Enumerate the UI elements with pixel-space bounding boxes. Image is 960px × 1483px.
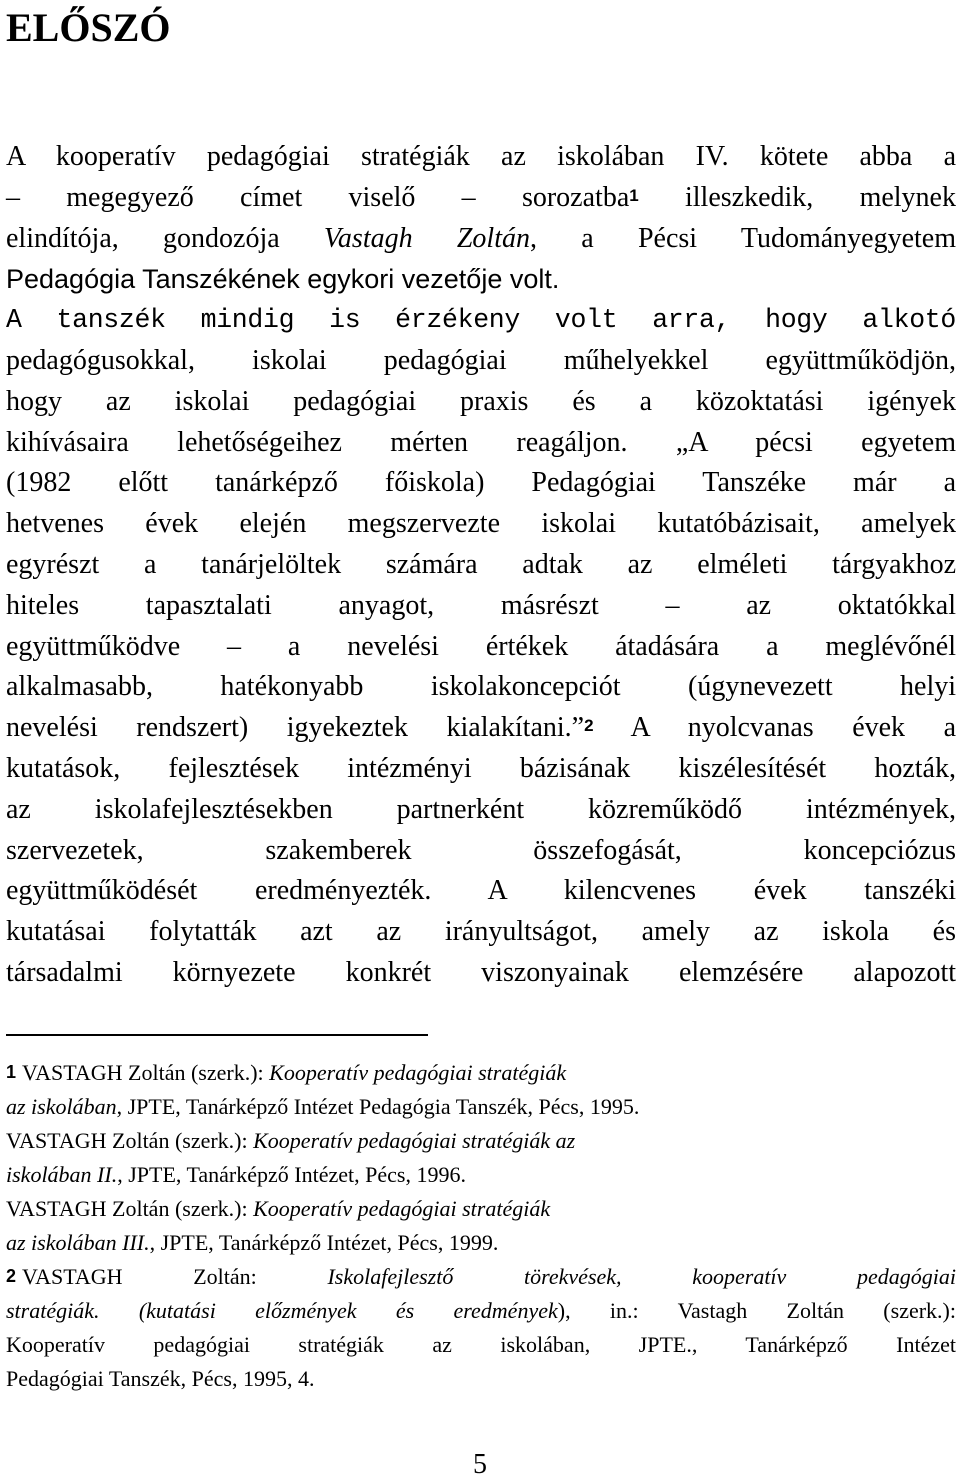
text-run: kutatások, fejlesztések intézményi bázisának kiszélesítését hozták, — [6, 752, 956, 784]
footnote-line — [6, 1226, 956, 1260]
footnotes — [6, 1056, 956, 1396]
italic-text: Kooperatív pedagógiai stratégiák — [253, 1196, 551, 1221]
footnote-line — [6, 1260, 956, 1294]
text-run: Pedagógiai Tanszék, Pécs, 1995, 4. — [6, 1366, 315, 1391]
text-run: , a Pécsi Tudományegyetem — [530, 222, 956, 254]
text-run: alkalmasabb, hatékonyabb iskolakoncepciót (úgynevezett helyi — [6, 671, 956, 703]
paragraph-line — [6, 831, 956, 872]
text-run: együttműködését eredményezték. A kilencvenes évek tanszéki — [6, 875, 956, 907]
page-number: 5 — [473, 1449, 487, 1480]
footnote-line — [6, 1056, 956, 1090]
text-run: A kooperatív pedagógiai stratégiák az iskolában IV. kötete abba a — [6, 141, 956, 172]
italic-text: Iskolafejlesztő törekvések, kooperatív pedagógiai — [327, 1264, 956, 1289]
page-title: ELŐSZÓ — [6, 5, 171, 50]
paragraph-line — [6, 300, 956, 341]
text-run: Kooperatív pedagógiai stratégiák az iskolában, JPTE., Tanárképző Intézet — [6, 1332, 956, 1357]
paragraph-line — [6, 627, 956, 668]
italic-text: iskolában II. — [6, 1162, 118, 1187]
text-run: , JPTE, Tanárképző Intézet Pedagógia Tanszék, Pécs, 1995. — [116, 1094, 640, 1119]
paragraph-line — [6, 790, 956, 831]
footnote-reference: 2 — [584, 716, 594, 736]
text-run: egyrészt a tanárjelöltek számára adtak az elméleti tárgyakhoz — [6, 548, 956, 580]
paragraph-line — [6, 953, 956, 994]
italic-text: az iskolában — [6, 1094, 117, 1119]
text-run: hetvenes évek elején megszervezte iskolai kutatóbázisait, amelyek — [6, 508, 956, 540]
footnote-line — [6, 1192, 956, 1226]
footnote-separator — [6, 1034, 428, 1036]
paragraph-line — [6, 341, 956, 382]
italic-text: az iskolában III. — [6, 1230, 150, 1255]
text-run: ), in.: Vastagh Zoltán (szerk.): — [557, 1298, 956, 1323]
text-run: A tanszék mindig is érzékeny volt arra, hogy alkotó — [6, 305, 956, 336]
paragraph-line — [6, 667, 956, 708]
footnote-line — [6, 1158, 956, 1192]
paragraph-line — [6, 463, 956, 504]
text-run: VASTAGH Zoltán (szerk.): — [6, 1196, 254, 1221]
text-run: szervezetek, szakemberek összefogását, koncepciózus — [6, 834, 956, 866]
text-run: hogy az iskolai pedagógiai praxis és a közoktatási igények — [6, 385, 956, 417]
footnote-number: 2 — [6, 1266, 17, 1286]
paragraph-line — [6, 912, 956, 953]
paragraph-line — [6, 545, 956, 586]
text-run: nevelési rendszert) igyekeztek kialakítani.” — [6, 712, 585, 744]
paragraph-line — [6, 871, 956, 912]
footnote-line — [6, 1328, 956, 1362]
footnote-number: 1 — [6, 1062, 17, 1082]
text-run: illeszkedik, melynek — [638, 181, 956, 213]
text-run: , JPTE, Tanárképző Intézet, Pécs, 1999. — [149, 1230, 499, 1255]
text-run: hiteles tapasztalati anyagot, másrészt – az oktatókkal — [6, 589, 956, 621]
text-run: – megegyező címet viselő – sorozatba — [6, 181, 630, 213]
italic-text: Vastagh Zoltán — [323, 222, 530, 254]
paragraph-line — [6, 586, 956, 627]
footnote-line — [6, 1294, 956, 1328]
paragraph-line — [6, 749, 956, 790]
paragraph-line — [6, 423, 956, 464]
text-run: , JPTE, Tanárképző Intézet, Pécs, 1996. — [117, 1162, 466, 1187]
text-run: VASTAGH Zoltán: — [22, 1264, 328, 1289]
text-run: társadalmi környezete konkrét viszonyainak elemzésére alapozott — [6, 956, 956, 988]
paragraph-line — [6, 219, 956, 260]
footnote-line — [6, 1362, 956, 1396]
body-paragraph — [6, 137, 956, 994]
paragraph-line — [6, 708, 956, 749]
text-run: Pedagógia Tanszékének egykori vezetője volt. — [6, 264, 560, 295]
text-run: kihívásaira lehetőségeihez mérten reagáljon. „A pécsi egyetem — [6, 426, 956, 458]
text-run: A nyolcvanas évek a — [593, 712, 956, 744]
italic-text: Kooperatív pedagógiai stratégiák — [269, 1060, 567, 1085]
italic-text: stratégiák. (kutatási előzmények és eredmények — [6, 1298, 558, 1323]
paragraph-line — [6, 504, 956, 545]
footnote-line — [6, 1090, 956, 1124]
paragraph-line — [6, 137, 956, 178]
text-run: VASTAGH Zoltán (szerk.): — [6, 1128, 254, 1153]
paragraph-line — [6, 382, 956, 423]
text-run: VASTAGH Zoltán (szerk.): — [22, 1060, 270, 1085]
paragraph-line — [6, 259, 956, 300]
footnote-reference: 1 — [629, 185, 639, 205]
footnote-line — [6, 1124, 956, 1158]
text-run: az iskolafejlesztésekben partnerként közreműködő intézmények, — [6, 793, 956, 825]
italic-text: Kooperatív pedagógiai stratégiák az — [253, 1128, 576, 1153]
paragraph-line — [6, 178, 956, 219]
text-run: együttműködve – a nevelési értékek átadására a meglévőnél — [6, 630, 956, 662]
text-run: kutatásai folytatták azt az irányultságot, amely az iskola és — [6, 916, 956, 948]
text-run: pedagógusokkal, iskolai pedagógiai műhelyekkel együttműködjön, — [6, 344, 956, 376]
text-run: elindítója, gondozója — [6, 222, 324, 254]
text-run: (1982 előtt tanárképző főiskola) Pedagógiai Tanszéke már a — [6, 467, 956, 499]
